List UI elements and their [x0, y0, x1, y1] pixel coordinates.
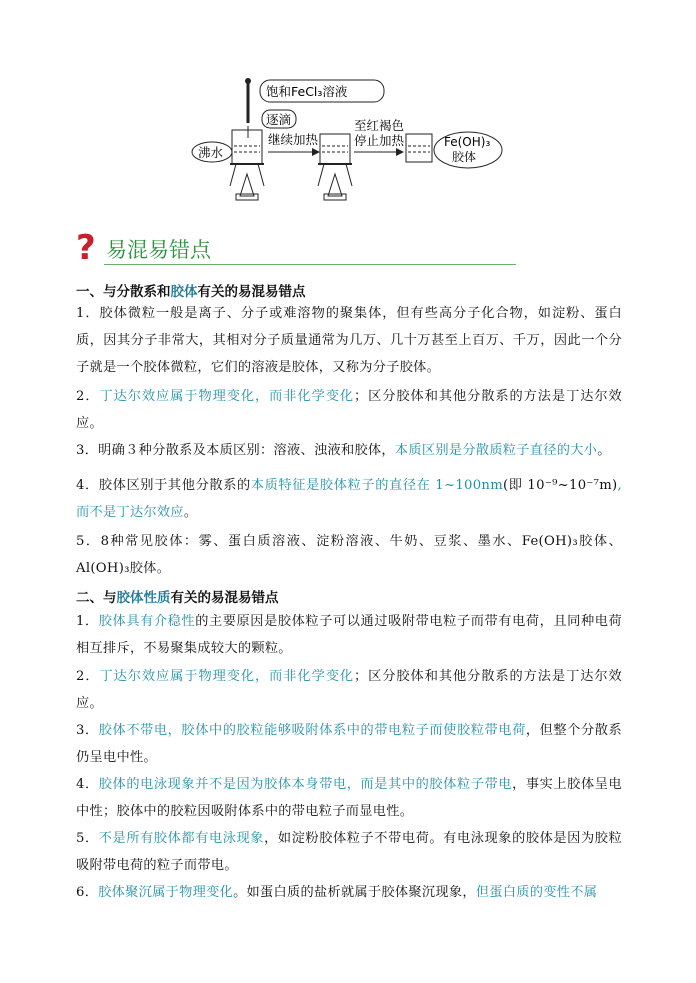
section-title: 易混易错点: [106, 238, 211, 262]
beaker-icon: [230, 130, 264, 200]
label-drop: 饱和FeCl₃溶液: [266, 84, 348, 99]
beaker-icon: [318, 134, 352, 200]
part1-item-2: 2．丁达尔效应属于物理变化，而非化学变化；区分胶体和其他分散系的方法是丁达尔效应。: [76, 389, 622, 431]
label-product-1: Fe(OH)₃: [444, 135, 491, 149]
label-until-1: 至红褐色: [354, 118, 405, 133]
part2-item-3: 3．胶体不带电，胶体中的胶粒能够吸附体系中的带电粒子而使胶粒带电荷，但整个分散系仍呈电中性。: [76, 723, 622, 765]
arrow-icon: [312, 148, 320, 156]
part2-item-1: 1．胶体具有介稳性的主要原因是胶体粒子可以通过吸附带电粒子而带有电荷，且同种电荷相互排斥，不易聚集成较大的颗粒。: [76, 614, 622, 656]
part1-item-5: 5．8种常见胶体：雾、蛋白质溶液、淀粉溶液、牛奶、豆浆、墨水、Fe(OH)₃胶体、Al(OH)₃胶体。: [76, 534, 622, 576]
label-until-2: 停止加热: [354, 133, 405, 148]
label-product-2: 胶体: [452, 150, 477, 164]
part2-item-6: 6．胶体聚沉属于物理变化。如蛋白质的盐析就属于胶体聚沉现象，但蛋白质的变性不属: [76, 885, 598, 900]
part2-item-2: 2．丁达尔效应属于物理变化，而非化学变化；区分胶体和其他分散系的方法是丁达尔效应。: [76, 669, 622, 711]
part2-item-5: 5．不是所有胶体都有电泳现象，如淀粉胶体粒子不带电荷。有电泳现象的胶体是因为胶粒吸附带电荷的粒子而带电。: [76, 831, 622, 873]
part1-heading: 一、与分散系和胶体有关的易混易错点: [76, 284, 306, 300]
part2-heading: 二、与胶体性质有关的易混易错点: [76, 590, 279, 606]
colloid-preparation-diagram: [190, 78, 510, 208]
dropper-icon: [245, 78, 251, 138]
part1-item-3: 3．明确３种分散系及本质区别：溶液、浊液和胶体，本质区别是分散质粒子直径的大小。: [76, 443, 611, 458]
part2-item-4: 4．胶体的电泳现象并不是因为胶体本身带电，而是其中的胶体粒子带电，事实上胶体呈电中性；胶体中的胶粒因吸附体系中的带电粒子而显电性。: [76, 777, 623, 819]
arrow-icon: [396, 148, 404, 156]
label-heat: 继续加热: [268, 132, 319, 147]
part1-item-1: 1．胶体微粒一般是离子、分子或难溶物的聚集体，但有些高分子化合物，如淀粉、蛋白质，因其分子非常大，其相对分子质量通常为几万、几十万甚至上百万、千万，因此一个分子就是一个胶体微粒，它们的溶液是胶体，又称为分子胶体。: [76, 306, 622, 375]
section-divider: [104, 264, 516, 265]
question-mark-icon: ?: [76, 228, 96, 268]
label-dropwise: 逐滴: [266, 112, 292, 127]
section-heading: [76, 228, 516, 268]
label-water: 沸水: [198, 145, 224, 160]
part1-item-4: 4．胶体区别于其他分散系的本质特征是胶体粒子的直径在 1~100nm(即 10⁻⁹~10⁻⁷m),而不是丁达尔效应。: [76, 478, 622, 520]
beaker-icon: [406, 134, 432, 162]
